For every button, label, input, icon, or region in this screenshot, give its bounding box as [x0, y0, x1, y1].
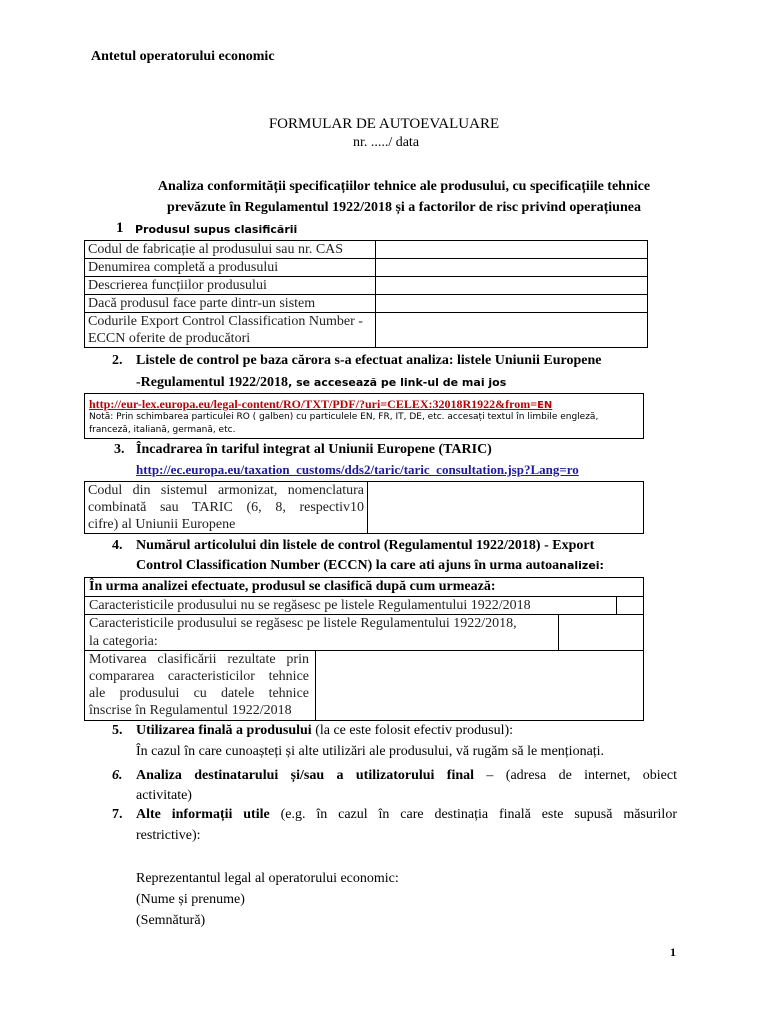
table-cell-label [85, 482, 368, 534]
classification-header: În urma analizei efectuate, produsul se clasifică după cum urmează: [89, 579, 496, 594]
table-cell-value[interactable] [376, 277, 648, 295]
section-7-title: Alte informații utile [136, 807, 270, 822]
taric-table [84, 481, 644, 534]
table-row [85, 241, 648, 259]
table-cell-value[interactable] [376, 295, 648, 313]
classification-row-2-line-1: Caracteristicile produsului se regăsesc pe listele Regulamentului 1922/2018, [89, 616, 517, 631]
table-cell-label: Denumirea completă a produsului [85, 259, 376, 277]
classification-row-3 [89, 651, 309, 719]
section-6-number: 6. [112, 768, 123, 783]
section-5-number: 5. [112, 723, 123, 738]
classification-row-1-check[interactable] [617, 597, 642, 613]
section-5-line-2: În cazul în care cunoașteți și alte utilizări ale produsului, vă rugăm să le menționați. [136, 744, 605, 759]
section-1-title: Produsul supus clasificării [135, 223, 298, 236]
company-header: Antetul operatorului economic [91, 49, 275, 64]
eurlex-link-main[interactable]: http://eur-lex.europa.eu/legal-content/RO/TXT/PDF/?uri=CELEX:32018R1922&from= [89, 397, 538, 411]
section-5-title: Utilizarea finală a produsului [136, 723, 312, 738]
section-2-line-2-rest: , se accesează pe link-ul de mai jos [288, 376, 507, 389]
note-line-2: franceză, italiană, germană, etc. [89, 425, 236, 435]
table-row [85, 295, 648, 313]
table-row [85, 313, 648, 348]
section-2-line-2-bold: -Regulamentul 1922/2018 [136, 375, 289, 390]
intro-line-2-rest: Regulamentul 1922/2018 și a factorilor de risc privind operațiunea [241, 200, 641, 215]
section-7-number: 7. [112, 807, 123, 822]
page-number: 1 [670, 945, 676, 959]
section-4-number: 4. [112, 538, 123, 553]
section-7-line-1 [136, 806, 677, 824]
section-6-title: Analiza destinatarului și/sau a utilizatorului final [136, 768, 475, 783]
section-7-line-1-rest: (e.g. în cazul în care destinația finală este supusă măsurilor [269, 807, 677, 822]
section-5-line-1 [136, 722, 513, 740]
section-2-line-2 [136, 374, 506, 392]
product-table [84, 240, 648, 348]
intro-line-2-bold: prevăzute în [167, 200, 242, 215]
table-cell-value[interactable] [376, 259, 648, 277]
intro-line-2 [0, 199, 768, 217]
signature-line-1: Reprezentantul legal al operatorului economic: [136, 871, 399, 886]
classification-table [84, 577, 644, 721]
intro-line-1: Analiza conformității specificațiilor tehnice ale produsului, cu specificațiile tehnice [157, 179, 651, 194]
classification-row-1: Caracteristicile produsului nu se regăsesc pe listele Regulamentului 1922/2018 [89, 598, 531, 613]
section-3-title: Încadrarea în tariful integrat al Uniunii Europene (TARIC) [136, 442, 492, 457]
classification-row-3-line-4: înscrise în Regulamentul 1922/2018 [89, 703, 292, 718]
note-line-1: Notă: Prin schimbarea particulei RO ( galben) cu particulele EN, FR, IT, DE, etc. accesați textul în limbile engleză, [89, 412, 599, 422]
form-number: nr. ...../ data [352, 135, 420, 150]
table-row [85, 482, 644, 534]
table-row [85, 259, 648, 277]
taric-cell-line-1: Codul din sistemul armonizat, nomenclatura [88, 483, 364, 498]
table-row [85, 277, 648, 295]
classification-row-3-line-3: ale produsului cu datele tehnice [89, 686, 309, 701]
taric-cell-line-3: cifre) al Uniunii Europene [88, 517, 236, 532]
section-6-line-1 [136, 767, 677, 785]
section-1-number: 1 [116, 220, 124, 236]
classification-row-2-line-2: la categoria: [89, 634, 158, 649]
classification-row-3-line-1: Motivarea clasificării rezultate prin [89, 652, 309, 667]
section-2-number: 2. [112, 353, 123, 368]
table-cell-value[interactable] [368, 482, 644, 534]
section-4-line-1: Numărul articolului din listele de control (Regulamentul 1922/2018) - Export [136, 538, 595, 553]
section-4-line-2 [136, 557, 604, 575]
classification-row-3-line-2: compararea caracteristicilor tehnice [89, 669, 309, 684]
table-cell-label: Codurile Export Control Classification Number - ECCN oferite de producători [85, 313, 376, 348]
section-5-title-rest: (la ce este folosit efectiv produsul): [311, 723, 514, 738]
classification-motivation-input[interactable] [316, 651, 642, 719]
section-3-number: 3. [114, 442, 125, 457]
eurlex-link-suffix[interactable]: EN [537, 400, 553, 411]
signature-name: (Nume și prenume) [136, 892, 245, 907]
table-cell-label: Codul de fabricație al produsului sau nr. CAS [85, 241, 376, 259]
classification-category-input[interactable] [559, 615, 642, 649]
section-2-line-1: Listele de control pe baza cărora s-a efectuat analiza: listele Uniunii Europene [136, 353, 602, 368]
table-cell-label: Descrierea funcțiilor produsului [85, 277, 376, 295]
section-6-line-1-rest: – (adresa de internet, obiect [474, 768, 677, 783]
section-7-line-2: restrictive): [136, 828, 201, 843]
table-cell-value[interactable] [376, 241, 648, 259]
signature-sign: (Semnătură) [136, 913, 206, 928]
section-6-line-2: activitate) [136, 788, 192, 803]
form-title: FORMULAR DE AUTOEVALUARE [268, 116, 500, 132]
table-cell-value[interactable] [376, 313, 648, 348]
section-4-line-2-bold: Control Classification Number (ECCN) la care ati ajuns în urma autoa [136, 558, 560, 573]
table-cell-label: Dacă produsul face parte dintr-un sistem [85, 295, 376, 313]
section-4-line-2-small: nalizei: [559, 559, 604, 572]
link-box [84, 393, 644, 439]
taric-cell-line-2: combinată sau TARIC (6, 8, respectiv10 [88, 500, 364, 515]
taric-link[interactable]: http://ec.europa.eu/taxation_customs/dds2/taric/taric_consultation.jsp?Lang=ro [136, 462, 579, 477]
